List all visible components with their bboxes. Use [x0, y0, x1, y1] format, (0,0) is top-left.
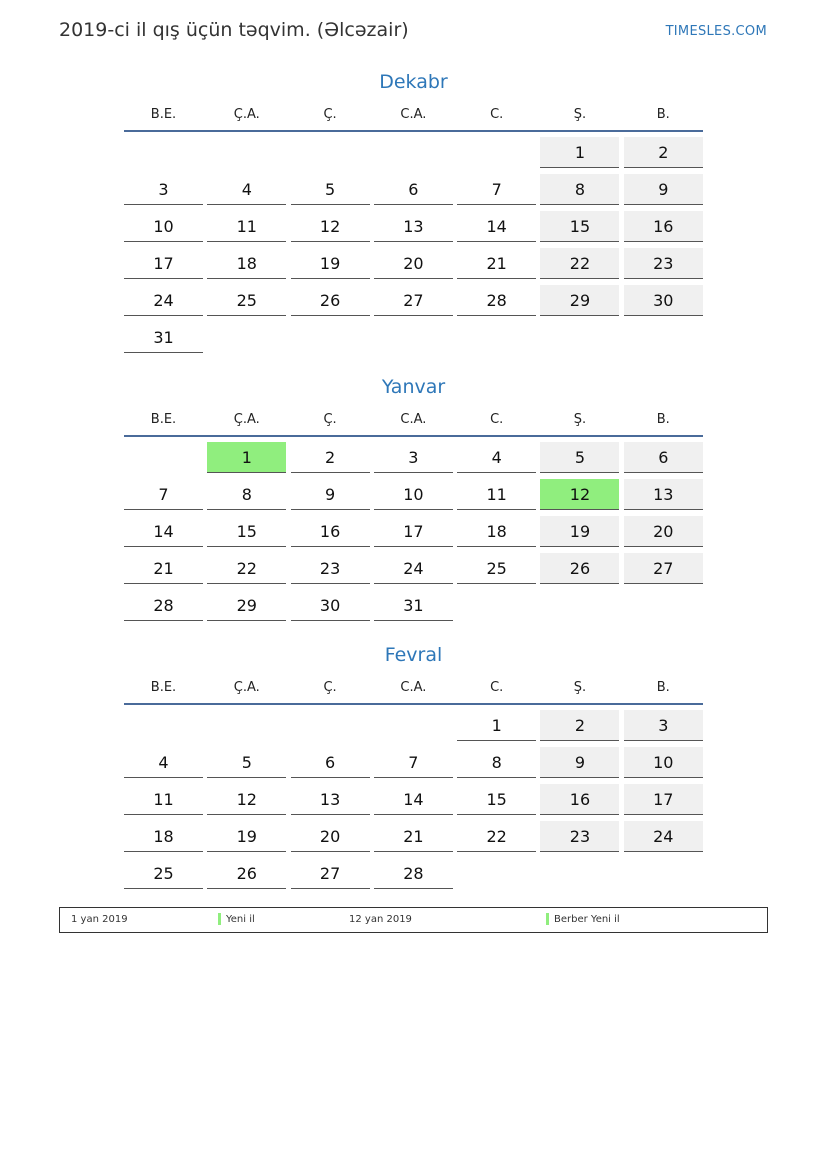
- weekday-label: C.A.: [400, 412, 427, 427]
- day-cell: 31: [124, 322, 203, 353]
- day-cell: 5: [540, 442, 619, 473]
- day-cell: 29: [207, 590, 286, 621]
- day-cell: 8: [207, 479, 286, 510]
- empty-cell: [124, 137, 203, 167]
- empty-cell: [207, 137, 286, 167]
- day-cell: 8: [457, 747, 536, 778]
- holiday-day-cell: 1: [207, 442, 286, 473]
- day-cell: 21: [124, 553, 203, 584]
- day-cell: 5: [207, 747, 286, 778]
- day-cell: 17: [124, 248, 203, 279]
- holiday-legend: [59, 907, 768, 933]
- day-cell: 27: [374, 285, 453, 316]
- day-cell: 2: [540, 710, 619, 741]
- weekday-label: Ş.: [573, 412, 587, 427]
- empty-cell: [207, 710, 286, 740]
- day-cell: 18: [207, 248, 286, 279]
- brand-link[interactable]: TIMESLES.COM: [665, 24, 767, 39]
- day-grid: [124, 710, 703, 889]
- day-cell: 15: [457, 784, 536, 815]
- weekday-label: C.: [490, 412, 504, 427]
- day-cell: 23: [540, 821, 619, 852]
- day-cell: 14: [124, 516, 203, 547]
- empty-cell: [374, 710, 453, 740]
- day-cell: 22: [457, 821, 536, 852]
- day-cell: 13: [624, 479, 703, 510]
- day-cell: 11: [124, 784, 203, 815]
- legend-date: 12 yan 2019: [349, 914, 412, 925]
- holiday-day-cell: 12: [540, 479, 619, 510]
- month-yanvar: [124, 373, 703, 621]
- day-cell: 22: [540, 248, 619, 279]
- empty-cell: [124, 442, 203, 472]
- day-cell: 6: [374, 174, 453, 205]
- day-cell: 13: [291, 784, 370, 815]
- empty-cell: [374, 137, 453, 167]
- weekday-label: Ç.: [323, 412, 337, 427]
- day-cell: 16: [624, 211, 703, 242]
- day-cell: 25: [457, 553, 536, 584]
- weekday-label: Ş.: [573, 680, 587, 695]
- day-cell: 10: [624, 747, 703, 778]
- legend-date: 1 yan 2019: [71, 914, 128, 925]
- day-cell: 3: [374, 442, 453, 473]
- weekday-label: Ç.A.: [233, 680, 260, 695]
- day-cell: 1: [540, 137, 619, 168]
- day-cell: 13: [374, 211, 453, 242]
- day-cell: 1: [457, 710, 536, 741]
- day-cell: 4: [124, 747, 203, 778]
- weekday-header: [124, 409, 703, 437]
- day-cell: 11: [457, 479, 536, 510]
- weekday-label: Ç.: [323, 680, 337, 695]
- day-cell: 16: [291, 516, 370, 547]
- day-cell: 30: [291, 590, 370, 621]
- day-cell: 29: [540, 285, 619, 316]
- day-cell: 24: [624, 821, 703, 852]
- day-cell: 2: [291, 442, 370, 473]
- day-grid: [124, 442, 703, 621]
- day-cell: 11: [207, 211, 286, 242]
- day-cell: 28: [374, 858, 453, 889]
- day-cell: 30: [624, 285, 703, 316]
- day-cell: 15: [207, 516, 286, 547]
- day-cell: 15: [540, 211, 619, 242]
- weekday-label: B.E.: [150, 412, 177, 427]
- day-cell: 26: [207, 858, 286, 889]
- month-title: Yanvar: [381, 376, 446, 398]
- day-cell: 21: [374, 821, 453, 852]
- month-fevral: [124, 641, 703, 889]
- day-cell: 26: [291, 285, 370, 316]
- legend-color-swatch: [546, 913, 549, 925]
- weekday-label: B.E.: [150, 680, 177, 695]
- day-cell: 20: [624, 516, 703, 547]
- day-cell: 9: [624, 174, 703, 205]
- month-title: Fevral: [384, 644, 443, 666]
- legend-holiday-name: Yeni il: [226, 914, 255, 925]
- day-cell: 28: [457, 285, 536, 316]
- day-cell: 9: [540, 747, 619, 778]
- day-cell: 6: [624, 442, 703, 473]
- day-cell: 14: [374, 784, 453, 815]
- day-cell: 10: [124, 211, 203, 242]
- day-cell: 28: [124, 590, 203, 621]
- day-cell: 7: [124, 479, 203, 510]
- day-cell: 3: [124, 174, 203, 205]
- weekday-label: Ç.: [323, 107, 337, 122]
- legend-color-swatch: [218, 913, 221, 925]
- day-cell: 7: [374, 747, 453, 778]
- weekday-label: C.A.: [400, 680, 427, 695]
- day-cell: 12: [291, 211, 370, 242]
- day-cell: 19: [207, 821, 286, 852]
- day-cell: 16: [540, 784, 619, 815]
- day-cell: 8: [540, 174, 619, 205]
- empty-cell: [124, 710, 203, 740]
- day-cell: 14: [457, 211, 536, 242]
- day-cell: 21: [457, 248, 536, 279]
- day-cell: 12: [207, 784, 286, 815]
- empty-cell: [457, 137, 536, 167]
- day-cell: 24: [374, 553, 453, 584]
- legend-holiday-name: Berber Yeni il: [554, 914, 620, 925]
- day-cell: 18: [124, 821, 203, 852]
- weekday-label: B.: [656, 680, 670, 695]
- weekday-label: B.: [656, 107, 670, 122]
- weekday-label: C.: [490, 107, 504, 122]
- empty-cell: [291, 710, 370, 740]
- month-dekabr: [124, 68, 703, 353]
- day-cell: 23: [624, 248, 703, 279]
- day-cell: 19: [540, 516, 619, 547]
- day-cell: 2: [624, 137, 703, 168]
- weekday-label: B.: [656, 412, 670, 427]
- day-cell: 25: [207, 285, 286, 316]
- day-cell: 4: [207, 174, 286, 205]
- day-cell: 27: [624, 553, 703, 584]
- day-cell: 26: [540, 553, 619, 584]
- day-grid: [124, 137, 703, 353]
- weekday-header: [124, 677, 703, 705]
- page-title: 2019-ci il qış üçün təqvim. (Əlcəzair): [59, 19, 409, 41]
- weekday-header: [124, 104, 703, 132]
- day-cell: 10: [374, 479, 453, 510]
- day-cell: 4: [457, 442, 536, 473]
- day-cell: 18: [457, 516, 536, 547]
- day-cell: 25: [124, 858, 203, 889]
- weekday-label: Ç.A.: [233, 107, 260, 122]
- day-cell: 3: [624, 710, 703, 741]
- day-cell: 22: [207, 553, 286, 584]
- day-cell: 20: [291, 821, 370, 852]
- day-cell: 19: [291, 248, 370, 279]
- day-cell: 6: [291, 747, 370, 778]
- weekday-label: Ş.: [573, 107, 587, 122]
- weekday-label: Ç.A.: [233, 412, 260, 427]
- day-cell: 17: [624, 784, 703, 815]
- day-cell: 31: [374, 590, 453, 621]
- day-cell: 20: [374, 248, 453, 279]
- day-cell: 23: [291, 553, 370, 584]
- day-cell: 24: [124, 285, 203, 316]
- weekday-label: B.E.: [150, 107, 177, 122]
- empty-cell: [291, 137, 370, 167]
- day-cell: 17: [374, 516, 453, 547]
- day-cell: 5: [291, 174, 370, 205]
- day-cell: 9: [291, 479, 370, 510]
- weekday-label: C.A.: [400, 107, 427, 122]
- weekday-label: C.: [490, 680, 504, 695]
- day-cell: 27: [291, 858, 370, 889]
- day-cell: 7: [457, 174, 536, 205]
- month-title: Dekabr: [379, 71, 448, 93]
